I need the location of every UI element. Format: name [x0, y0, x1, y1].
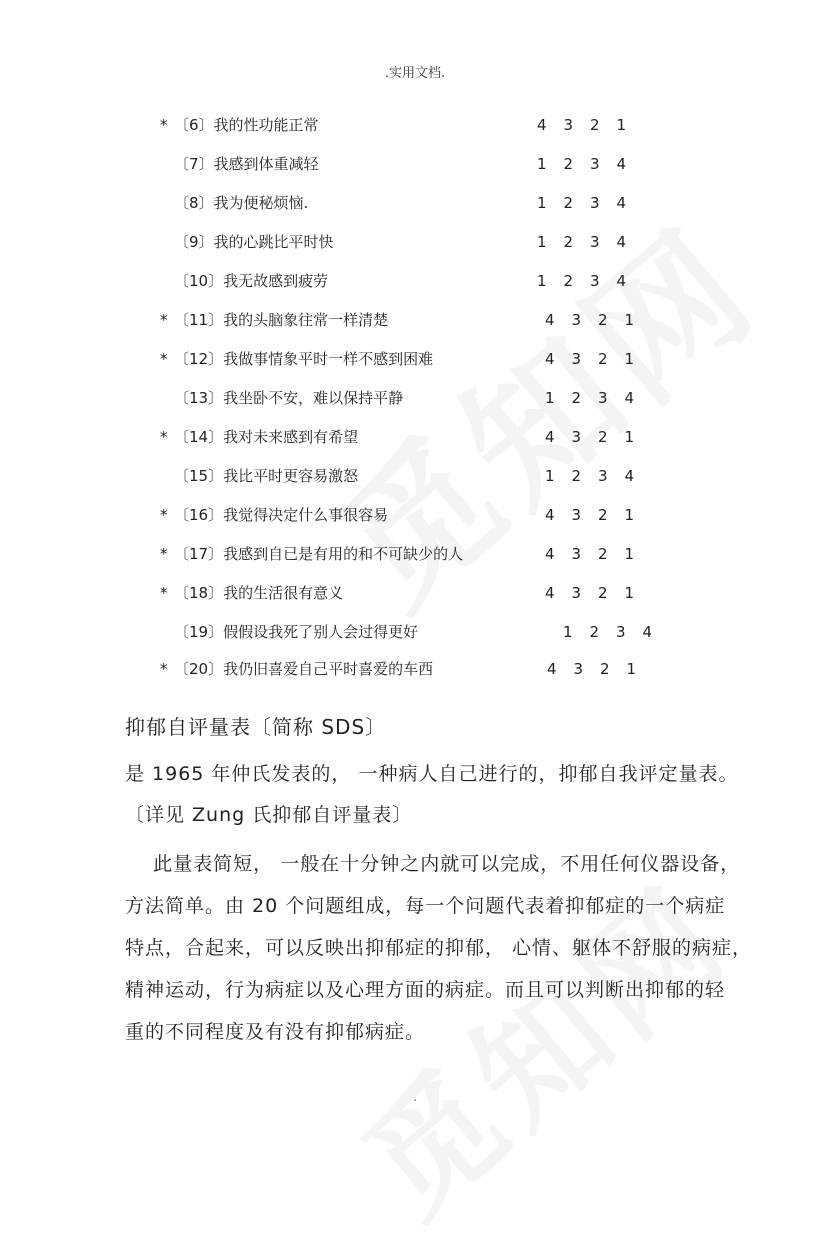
score-value: 3	[571, 350, 582, 368]
score-value: 2	[589, 623, 600, 641]
score-value: 2	[571, 389, 582, 407]
question-text: 我的性功能正常	[213, 116, 319, 134]
score-value: 2	[590, 116, 600, 134]
reverse-score-marker: *	[160, 350, 168, 368]
score-options	[545, 503, 651, 527]
question-text: 我仍旧喜爱自己平时喜爱的车西	[223, 660, 434, 678]
score-value: 3	[598, 389, 608, 407]
score-value: 4	[545, 545, 555, 563]
question-text: 我觉得决定什么事很容易	[223, 506, 389, 524]
score-value: 4	[616, 155, 627, 173]
score-value: 1	[537, 155, 547, 173]
score-value: 1	[537, 194, 547, 212]
score-value: 4	[545, 428, 555, 446]
score-value: 3	[571, 311, 582, 329]
score-value: 2	[563, 194, 574, 212]
score-value: 1	[537, 272, 547, 290]
question-text: 我感到自已是有用的和不可缺少的人	[223, 545, 464, 563]
score-value: 4	[545, 350, 555, 368]
score-value: 2	[598, 350, 608, 368]
score-value: 3	[590, 194, 600, 212]
score-value: 4	[616, 233, 627, 251]
score-value: 3	[571, 506, 582, 524]
score-options	[537, 152, 643, 176]
score-value: 1	[624, 350, 635, 368]
score-value: 2	[598, 584, 608, 602]
score-value: 4	[616, 194, 627, 212]
reverse-score-marker: *	[160, 116, 168, 134]
question-text: 我做事情象平时一样不感到困难	[223, 350, 434, 368]
question-item-15	[174, 464, 358, 488]
score-value: 3	[573, 660, 584, 678]
question-text: 我的生活很有意义	[223, 584, 344, 602]
score-value: 2	[598, 545, 608, 563]
question-text: 我坐卧不安，难以保持平静	[223, 389, 404, 407]
score-value: 3	[590, 155, 600, 173]
question-text: 我感到体重减轻	[213, 155, 319, 173]
score-value: 3	[616, 623, 626, 641]
question-number: 〔12〕	[174, 350, 224, 368]
question-text: 我对未来感到有希望	[223, 428, 359, 446]
reverse-score-marker: *	[160, 506, 168, 524]
reverse-score-marker: *	[160, 545, 168, 563]
question-item-10	[174, 269, 328, 293]
score-value: 3	[571, 545, 582, 563]
score-value: 1	[624, 506, 635, 524]
score-options	[545, 464, 651, 488]
score-options	[545, 308, 651, 332]
score-value: 4	[616, 272, 627, 290]
score-value: 4	[545, 584, 555, 602]
question-number: 〔8〕	[174, 194, 214, 212]
body-line: 精神运动，行为病症以及心理方面的病症。而且可以判断出抑郁的轻	[125, 979, 726, 1001]
question-item-20	[160, 657, 433, 681]
score-value: 3	[571, 428, 582, 446]
question-text: 我为便秘烦恼.	[213, 194, 309, 212]
question-number: 〔18〕	[174, 584, 224, 602]
question-text: 我无故感到疲劳	[223, 272, 329, 290]
score-value: 4	[624, 467, 635, 485]
question-text: 我比平时更容易激怒	[223, 467, 359, 485]
score-value: 1	[616, 116, 627, 134]
score-value: 2	[563, 272, 574, 290]
score-options	[545, 347, 651, 371]
score-options	[545, 386, 651, 410]
question-number: 〔6〕	[174, 116, 214, 134]
reverse-score-marker: *	[160, 311, 168, 329]
score-value: 2	[598, 428, 608, 446]
score-value: 1	[563, 623, 573, 641]
page-header: .实用文档.	[384, 66, 446, 81]
question-number: 〔9〕	[174, 233, 214, 251]
question-number: 〔7〕	[174, 155, 214, 173]
body-line: 此量表简短， 一般在十分钟之内就可以完成，不用任何仪器设备，	[125, 853, 741, 875]
question-text: 假假设我死了别人会过得更好	[223, 623, 419, 641]
score-value: 4	[642, 623, 653, 641]
score-value: 3	[590, 272, 600, 290]
question-item-19	[174, 620, 418, 644]
question-item-13	[174, 386, 403, 410]
score-value: 4	[545, 311, 555, 329]
question-number: 〔14〕	[174, 428, 224, 446]
score-options	[537, 269, 643, 293]
score-value: 3	[590, 233, 600, 251]
question-item-9	[174, 230, 334, 254]
score-options	[537, 113, 643, 137]
body-line: 重的不同程度及有没有抑郁病症。	[125, 1021, 426, 1043]
score-value: 3	[571, 584, 582, 602]
score-value: 2	[600, 660, 610, 678]
question-item-17	[160, 542, 463, 566]
score-options	[563, 620, 669, 644]
body-line: 特点，合起来，可以反映出抑郁症的抑郁， 心情、躯体不舒服的病症，	[125, 937, 753, 959]
score-value: 2	[563, 233, 574, 251]
question-number: 〔13〕	[174, 389, 224, 407]
score-value: 1	[545, 467, 555, 485]
score-value: 1	[624, 311, 635, 329]
score-value: 2	[598, 311, 608, 329]
question-item-7	[174, 152, 319, 176]
intro-line: 是 1965 年仲氏发表的， 一种病人自己进行的，抑郁自我评定量表。	[125, 763, 739, 785]
score-options	[537, 230, 643, 254]
score-options	[537, 191, 643, 215]
score-value: 4	[537, 116, 547, 134]
score-value: 1	[537, 233, 547, 251]
question-item-14	[160, 425, 358, 449]
score-value: 1	[624, 428, 635, 446]
question-number: 〔11〕	[174, 311, 224, 329]
section-title: 抑郁自评量表〔简称 SDS〕	[125, 715, 387, 739]
reverse-score-marker: *	[160, 428, 168, 446]
question-text: 我的心跳比平时快	[213, 233, 334, 251]
question-number: 〔10〕	[174, 272, 224, 290]
score-options	[545, 581, 651, 605]
intro-reference: 〔详见 Zung 氏抑郁自评量表〕	[125, 804, 413, 826]
question-number: 〔19〕	[174, 623, 224, 641]
question-text: 我的头脑象往常一样清楚	[223, 311, 389, 329]
page-footer: .	[413, 1090, 417, 1104]
body-line: 方法简单。由 20 个问题组成，每一个问题代表着抑郁症的一个病症	[125, 895, 726, 917]
question-item-18	[160, 581, 343, 605]
score-value: 2	[598, 506, 608, 524]
question-item-6	[160, 113, 319, 137]
score-value: 2	[563, 155, 574, 173]
score-value: 4	[547, 660, 557, 678]
score-value: 1	[624, 584, 635, 602]
reverse-score-marker: *	[160, 584, 168, 602]
question-number: 〔15〕	[174, 467, 224, 485]
question-number: 〔17〕	[174, 545, 224, 563]
score-value: 2	[571, 467, 582, 485]
score-options	[545, 542, 651, 566]
score-value: 4	[545, 506, 555, 524]
score-value: 1	[545, 389, 555, 407]
question-item-12	[160, 347, 433, 371]
score-value: 1	[624, 545, 635, 563]
reverse-score-marker: *	[160, 660, 168, 678]
question-item-16	[160, 503, 388, 527]
score-value: 4	[624, 389, 635, 407]
score-options	[547, 657, 653, 681]
score-value: 3	[598, 467, 608, 485]
score-value: 1	[626, 660, 637, 678]
question-number: 〔16〕	[174, 506, 224, 524]
score-value: 3	[563, 116, 574, 134]
question-number: 〔20〕	[174, 660, 224, 678]
score-options	[545, 425, 651, 449]
question-item-8	[174, 191, 308, 215]
question-item-11	[160, 308, 388, 332]
